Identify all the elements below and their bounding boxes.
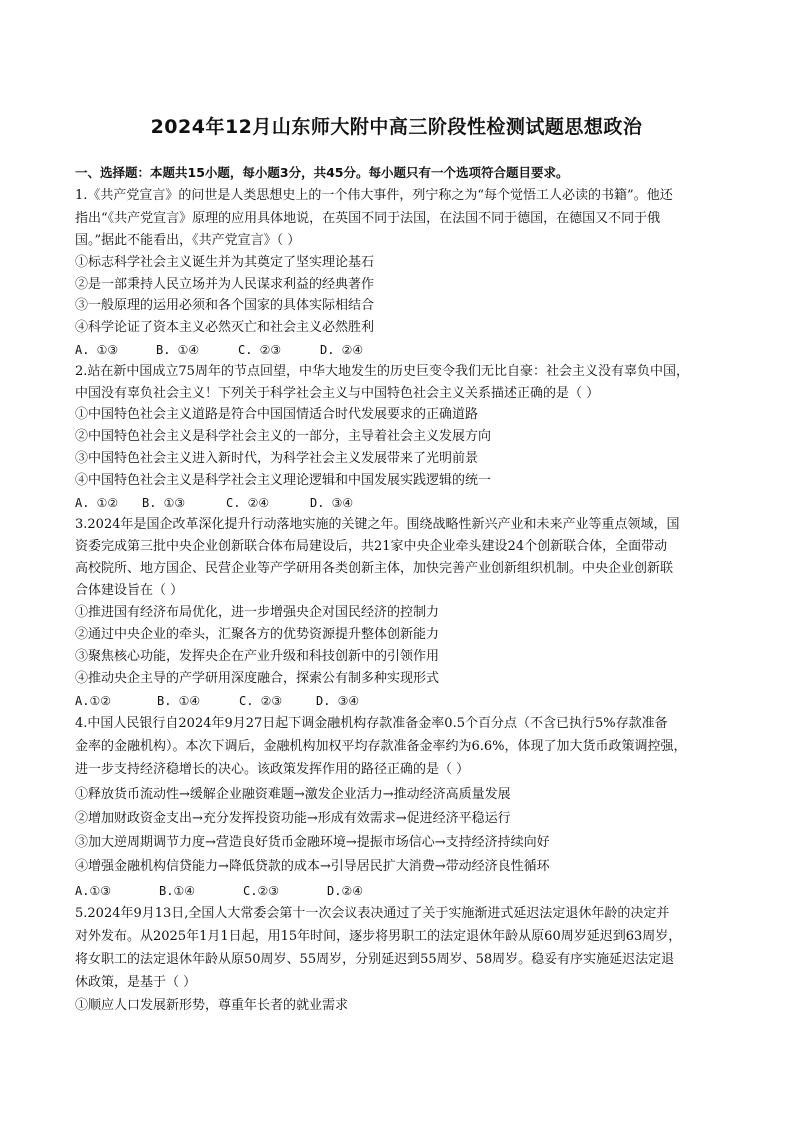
q1-stem-line: 国。”据此不能看出，《共产党宣言》（ ） — [75, 233, 301, 248]
q4-option-c: C.②③ — [243, 884, 279, 898]
page-title: 2024年12月山东师大附中高三阶段性检测试题思想政治 — [150, 116, 643, 138]
q2-item: ④中国特色社会主义是科学社会主义理论逻辑和中国发展实践逻辑的统一 — [75, 473, 492, 488]
q5-stem-line: 休政策，是基于（ ） — [75, 975, 197, 990]
q2-stem-line: 中国没有辜负社会主义！下列关于科学社会主义与中国特色社会主义关系描述正确的是（ ） — [75, 386, 600, 401]
q2-option-c: C. ②④ — [226, 496, 270, 510]
q5-stem-line: 对外发布。从2025年1月1日起，用15年时间，逐步将男职工的法定退休年龄从原60周岁延迟到63周岁， — [75, 929, 682, 944]
q1-stem-line: 指出“《共产党宣言》原理的应用具体地说，在英国不同于法国，在法国不同于德国，在德国又不同于俄 — [75, 211, 661, 226]
q3-option-b: B. ①④ — [157, 694, 201, 708]
q2-item: ②中国特色社会主义是科学社会主义的一部分，主导着社会主义发展方向 — [75, 429, 492, 444]
q3-option-d: D. ③④ — [316, 694, 360, 708]
q3-item: ④推动央企主导的产学研用深度融合，探索公有制多种实现形式 — [75, 671, 440, 686]
q2-item: ③中国特色社会主义进入新时代，为科学社会主义发展带来了光明前景 — [75, 451, 479, 466]
q2-option-d: D. ③④ — [310, 496, 354, 510]
q3-option-c: C. ②③ — [239, 694, 283, 708]
q4-stem-line: 4.中国人民银行自2024年9月27日起下调金融机构存款准备金率0.5个百分点（不含已执行5%存款准备 — [75, 716, 668, 731]
q1-options — [75, 341, 363, 359]
q1-option-c: C. ②③ — [238, 343, 282, 357]
q4-stem-line: 金率的金融机构）。本次下调后，金融机构加权平均存款准备金率约为6.6%，体现了加大货币政策调控强， — [75, 739, 687, 754]
q2-item: ①中国特色社会主义道路是符合中国国情适合时代发展要求的正确道路 — [75, 407, 479, 422]
q2-options — [75, 494, 353, 512]
q3-stem-line: 资委完成第三批中央企业创新联合体布局建设后，共21家中央企业牵头建设24个创新联合体，全面带动 — [75, 539, 668, 554]
q4-stem-line: 进一步支持经济稳增长的决心。该政策发挥作用的路径正确的是（ ） — [75, 762, 470, 777]
q1-item: ④科学论证了资本主义必然灭亡和社会主义必然胜利 — [75, 320, 375, 335]
q3-option-a: A.①② — [75, 694, 111, 708]
q3-stem-line: 3.2024年是国企改革深化提升行动落地实施的关键之年。围绕战略性新兴产业和未来产业等重点领域，国 — [75, 517, 680, 532]
q3-stem-line: 高校院所、地方国企、民营企业等产学研用各类创新主体，加快完善产业创新组织机制。中央企业创新联 — [75, 561, 674, 576]
q1-option-d: D. ②④ — [320, 343, 364, 357]
q4-item: ④增强金融机构信贷能力→降低贷款的成本→引导居民扩大消费→带动经济良性循环 — [75, 859, 550, 874]
q2-option-a: A. ①② — [75, 496, 119, 510]
q4-item: ③加大逆周期调节力度→营造良好货币金融环境→提振市场信心→支持经济持续向好 — [75, 835, 550, 850]
q4-options — [75, 882, 363, 900]
q1-stem-line: 1.《共产党宣言》的问世是人类思想史上的一个伟大事件，列宁称之为“每个觉悟工人必读的书籍”。他还 — [75, 188, 673, 203]
q3-item: ①推进国有经济布局优化，进一步增强央企对国民经济的控制力 — [75, 605, 440, 620]
q1-item: ①标志科学社会主义诞生并为其奠定了坚实理论基石 — [75, 255, 375, 270]
q4-option-b: B.①④ — [159, 884, 195, 898]
q3-item: ③聚焦核心功能，发挥央企在产业升级和科技创新中的引领作用 — [75, 649, 440, 664]
q1-option-a: A. ①③ — [75, 343, 119, 357]
q1-item: ③一般原理的运用必须和各个国家的具体实际相结合 — [75, 298, 375, 313]
q5-item: ①顺应人口发展新形势，尊重年长者的就业需求 — [75, 998, 349, 1013]
q2-stem-line: 2.站在新中国成立75周年的节点回望，中华大地发生的历史巨变令我们无比自豪：社会主义没有辜负中国， — [75, 364, 689, 379]
q4-item: ②增加财政资金支出→充分发挥投资功能→形成有效需求→促进经济平稳运行 — [75, 811, 511, 826]
q5-stem-line: 5.2024年9月13日,全国人大常委会第十一次会议表决通过了关于实施渐进式延迟法定退休年龄的决定并 — [75, 906, 670, 921]
q4-option-a: A.①③ — [75, 884, 111, 898]
q3-stem-line: 合体建设旨在（ ） — [75, 583, 184, 598]
q1-item: ②是一部秉持人民立场并为人民谋求利益的经典著作 — [75, 277, 375, 292]
q1-option-b: B. ①④ — [156, 343, 200, 357]
q2-option-b: B. ①③ — [142, 496, 186, 510]
q3-item: ②通过中央企业的牵头，汇聚各方的优势资源提升整体创新能力 — [75, 627, 440, 642]
q4-option-d: D.②④ — [327, 884, 363, 898]
q5-stem-line: 将女职工的法定退休年龄从原50周岁、55周岁，分别延迟到55周岁、58周岁。稳妥有序实施延迟法定退 — [75, 952, 675, 967]
section-heading: 一、选择题：本题共15小题，每小题3分，共45分。每小题只有一个选项符合题目要求。 — [75, 165, 569, 180]
q3-options — [75, 692, 359, 710]
q4-item: ①释放货币流动性→缓解企业融资难题→激发企业活力→推动经济高质量发展 — [75, 787, 511, 802]
